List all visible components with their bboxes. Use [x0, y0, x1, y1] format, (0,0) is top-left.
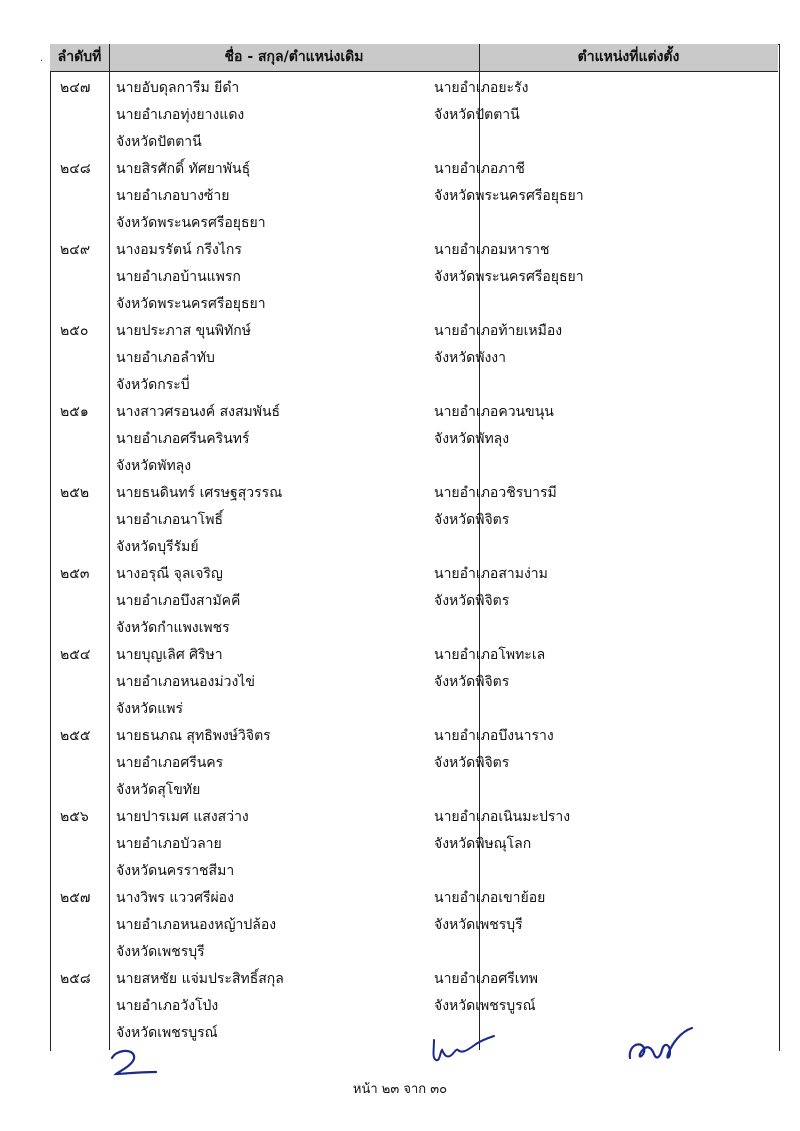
row-number: ๒๕๑ [60, 404, 89, 420]
row-old-position: นายอำเภอทุ่งยางแดง [116, 107, 245, 123]
row-name-block [116, 723, 474, 804]
row-new-province: จังหวัดพิจิตร [434, 593, 510, 609]
table-header-row [50, 44, 778, 72]
row-old-province: จังหวัดแพร่ [116, 701, 183, 717]
row-person-name: นายสิรศักดิ์ ทัศยาพันธุ์ [116, 161, 251, 177]
table-row [50, 480, 778, 561]
row-number: ๒๕๓ [60, 566, 90, 582]
row-old-position: นายอำเภอศรีนครินทร์ [116, 431, 250, 447]
row-new-position-block [434, 723, 764, 777]
row-number: ๒๔๙ [60, 242, 91, 258]
row-new-position: นายอำเภอสามง่าม [434, 566, 548, 582]
table-row [50, 804, 778, 885]
row-person-name: นายบุญเลิศ ศิริษา [116, 647, 223, 663]
handwritten-signature-middle [428, 1034, 498, 1068]
row-new-position: นายอำเภอโพทะเล [434, 647, 546, 663]
row-name-block [116, 885, 474, 966]
row-person-name: นายสหชัย แจ่มประสิทธิ์สกุล [116, 971, 284, 987]
row-new-province: จังหวัดพิจิตร [434, 674, 510, 690]
row-new-province: จังหวัดพัทลุง [434, 431, 510, 447]
row-old-position: นายอำเภอหนองหญ้าปล้อง [116, 917, 277, 933]
row-new-province: จังหวัดพิจิตร [434, 512, 510, 528]
row-old-position: นายอำเภอวังโป่ง [116, 998, 219, 1014]
row-new-position: นายอำเภอท้ายเหมือง [434, 323, 563, 339]
row-old-province: จังหวัดเพชรบูรณ์ [116, 1025, 218, 1041]
row-person-name: นายอับดุลการีม ยีดำ [116, 80, 240, 96]
row-name-block [116, 318, 474, 399]
row-name-block [116, 399, 474, 480]
row-person-name: นายประภาส ขุนพิทักษ์ [116, 323, 251, 339]
row-new-position: นายอำเภอมหาราช [434, 242, 550, 258]
header-name-old-position: ชื่อ - สกุล/ตำแหน่งเดิม [224, 49, 364, 65]
row-old-position: นายอำเภอบึงสามัคคี [116, 593, 241, 609]
row-old-position: นายอำเภอบ้านแพรก [116, 269, 241, 285]
row-old-province: จังหวัดบุรีรัมย์ [116, 539, 199, 555]
row-number: ๒๕๘ [60, 971, 91, 987]
row-new-position: นายอำเภอควนขนุน [434, 404, 554, 420]
row-old-position: นายอำเภอบัวลาย [116, 836, 222, 852]
row-old-position: นายอำเภอศรีนคร [116, 755, 224, 771]
row-new-position-block [434, 75, 764, 129]
row-old-province: จังหวัดสุโขทัย [116, 782, 201, 798]
row-number: ๒๔๗ [60, 80, 91, 96]
table-row [50, 237, 778, 318]
row-old-province: จังหวัดนครราชสีมา [116, 863, 235, 879]
row-new-position: นายอำเภอศรีเทพ [434, 971, 538, 987]
table-row [50, 561, 778, 642]
row-new-position-block [434, 237, 764, 291]
row-new-position-block [434, 804, 764, 858]
row-person-name: นายปารเมศ แสงสว่าง [116, 809, 249, 825]
row-old-position: นายอำเภอลำทับ [116, 350, 215, 366]
row-new-position: นายอำเภอยะรัง [434, 80, 529, 96]
row-old-province: จังหวัดพระนครศรีอยุธยา [116, 296, 266, 312]
row-number: ๒๕๗ [60, 890, 91, 906]
row-new-position: นายอำเภอบึงนาราง [434, 728, 554, 744]
page-number-footer: หน้า ๒๓ จาก ๓๐ [352, 1082, 448, 1097]
row-number: ๒๕๖ [60, 809, 89, 825]
row-person-name: นางอมรรัตน์ กรีงไกร [116, 242, 242, 258]
row-new-position-block [434, 561, 764, 615]
row-new-province: จังหวัดปัตตานี [434, 107, 520, 123]
table-row [50, 885, 778, 966]
row-old-province: จังหวัดพัทลุง [116, 458, 192, 474]
header-sequence-number: ลำดับที่ [57, 49, 102, 65]
row-new-position-block [434, 318, 764, 372]
table-row [50, 318, 778, 399]
margin-tick-mark: · [40, 56, 44, 67]
header-appointed-position: ตำแหน่งที่แต่งตั้ง [577, 49, 680, 65]
row-old-position: นายอำเภอบางซ้าย [116, 188, 230, 204]
row-name-block [116, 804, 474, 885]
row-person-name: นางวิพร แววศรีผ่อง [116, 890, 234, 906]
row-name-block [116, 966, 474, 1047]
row-new-province: จังหวัดเพชรบูรณ์ [434, 998, 536, 1014]
handwritten-signature-right [620, 1024, 700, 1068]
row-old-province: จังหวัดพระนครศรีอยุธยา [116, 215, 266, 231]
row-name-block [116, 156, 474, 237]
row-name-block [116, 237, 474, 318]
row-new-province: จังหวัดพระนครศรีอยุธยา [434, 188, 584, 204]
row-number: ๒๔๘ [60, 161, 91, 177]
row-number: ๒๕๕ [60, 728, 91, 744]
table-row [50, 399, 778, 480]
row-new-position-block [434, 885, 764, 939]
row-new-position-block [434, 966, 764, 1020]
row-old-position: นายอำเภอหนองม่วงไข่ [116, 674, 255, 690]
row-new-position-block [434, 642, 764, 696]
row-name-block [116, 561, 474, 642]
row-new-position-block [434, 156, 764, 210]
table-row [50, 75, 778, 156]
row-person-name: นางอรุณี จุลเจริญ [116, 566, 223, 582]
table-row [50, 156, 778, 237]
row-old-province: จังหวัดปัตตานี [116, 134, 202, 150]
row-new-position-block [434, 399, 764, 453]
row-name-block [116, 642, 474, 723]
row-old-province: จังหวัดกระบี่ [116, 377, 190, 393]
row-new-province: จังหวัดพิจิตร [434, 755, 510, 771]
row-new-province: จังหวัดพิษณุโลก [434, 836, 532, 852]
table-row [50, 642, 778, 723]
row-new-province: จังหวัดพระนครศรีอยุธยา [434, 269, 584, 285]
row-person-name: นายธนภณ สุทธิพงษ์วิจิตร [116, 728, 271, 744]
row-new-position: นายอำเภอเนินมะปราง [434, 809, 571, 825]
table-row [50, 723, 778, 804]
row-new-position-block [434, 480, 764, 534]
row-new-province: จังหวัดพังงา [434, 350, 506, 366]
row-new-position: นายอำเภอวชิรบารมี [434, 485, 557, 501]
row-number: ๒๕๒ [60, 485, 90, 501]
row-number: ๒๕๐ [60, 323, 89, 339]
row-name-block [116, 75, 474, 156]
row-new-position: นายอำเภอเขาย้อย [434, 890, 546, 906]
row-person-name: นายธนดินทร์ เศรษฐสุวรรณ [116, 485, 283, 501]
row-name-block [116, 480, 474, 561]
row-number: ๒๕๔ [60, 647, 91, 663]
row-person-name: นางสาวศรอนงค์ สงสมพันธ์ [116, 404, 281, 420]
row-new-province: จังหวัดเพชรบุรี [434, 917, 523, 933]
row-old-province: จังหวัดกำแพงเพชร [116, 620, 230, 636]
row-old-position: นายอำเภอนาโพธิ์ [116, 512, 224, 528]
row-new-position: นายอำเภอภาชี [434, 161, 525, 177]
row-old-province: จังหวัดเพชรบุรี [116, 944, 205, 960]
